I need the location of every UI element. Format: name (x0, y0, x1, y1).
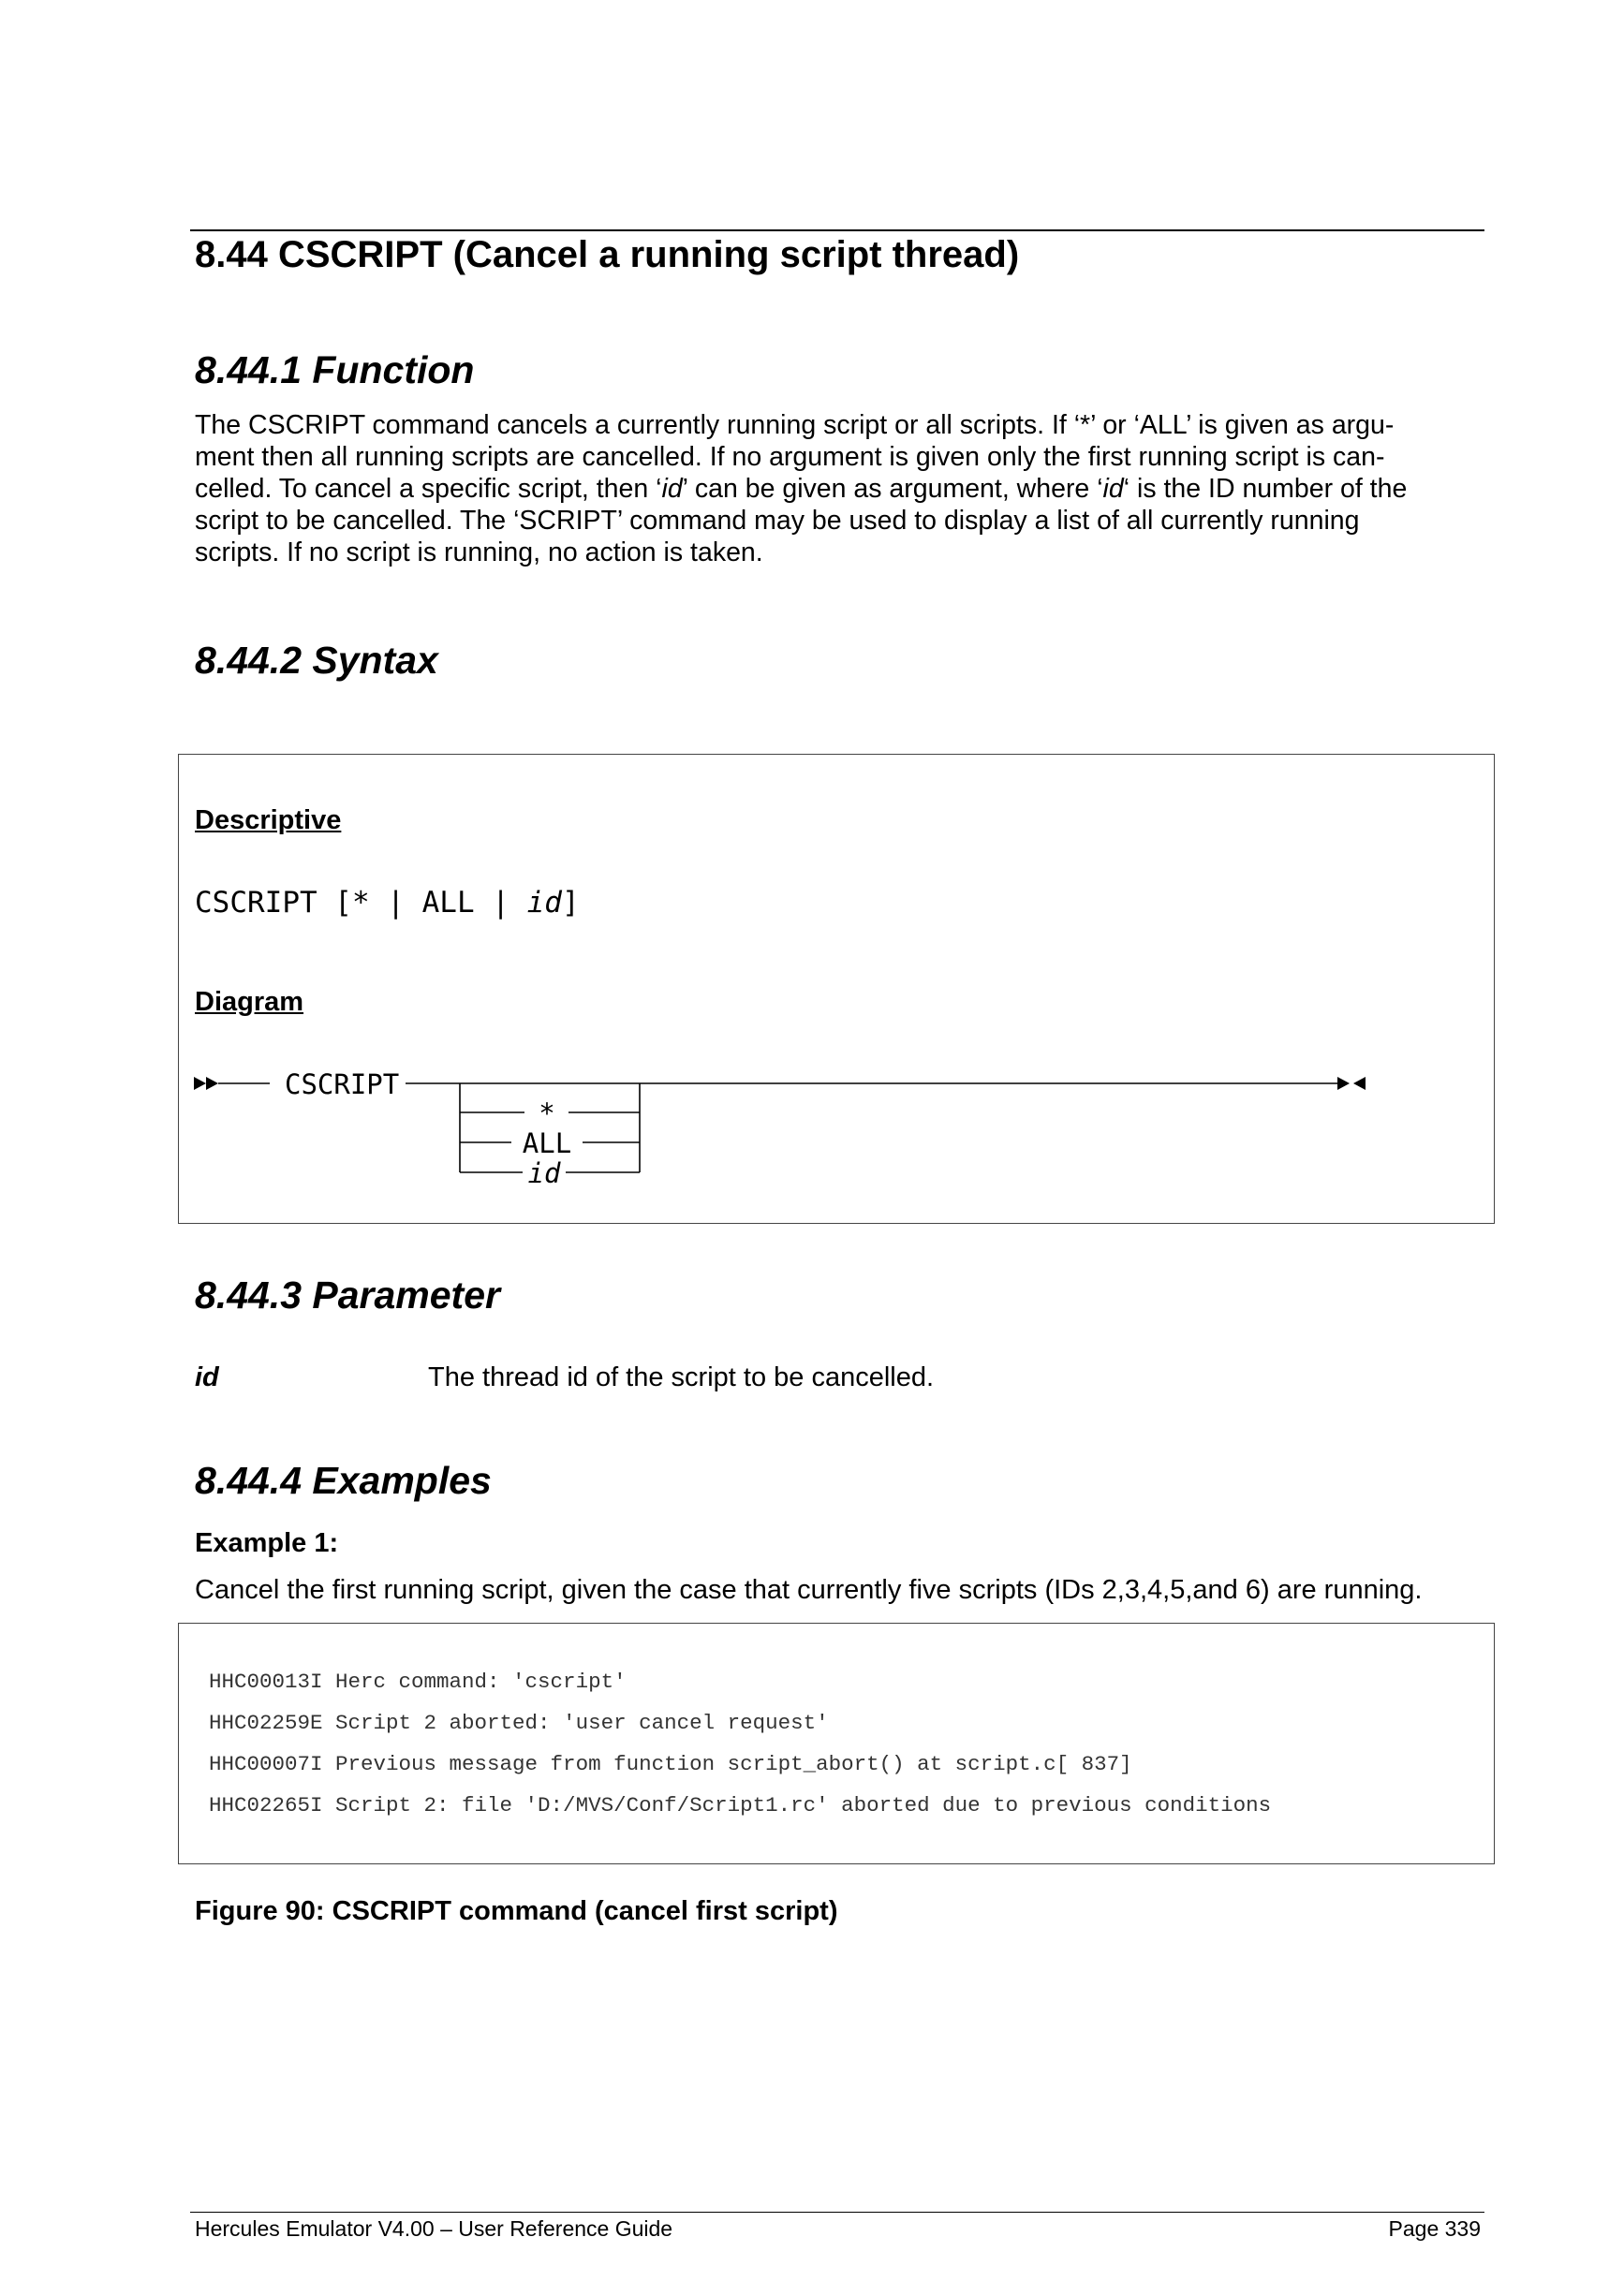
example-label: Example 1: (195, 1528, 339, 1558)
figure-caption: Figure 90: CSCRIPT command (cancel first script) (195, 1896, 838, 1926)
examples-heading: 8.44.4 Examples (195, 1459, 492, 1502)
function-line: scripts. If no script is running, no action is taken. (195, 537, 763, 567)
function-line: celled. To cancel a specific script, then ‘id’ can be given as argument, where ‘id‘ is the ID number of the (195, 474, 1408, 504)
diagram-option-all: ALL (522, 1127, 572, 1159)
footer-title: Hercules Emulator V4.00 – User Reference Guide (195, 2216, 673, 2241)
code-line: HHC02259E Script 2 aborted: 'user cancel request' (209, 1711, 829, 1735)
diagram-command: CSCRIPT (285, 1068, 400, 1100)
example-text: Cancel the first running script, given the case that currently five scripts (IDs 2,3,4,5,and 6) are running. (195, 1575, 1423, 1605)
footer-rule (190, 2212, 1484, 2213)
function-line: The CSCRIPT command cancels a currently running script or all scripts. If ‘*’ or ‘ALL’ is given as argu- (195, 410, 1395, 440)
end-arrow-icon (1353, 1077, 1366, 1090)
code-line: HHC00013I Herc command: 'cscript' (209, 1670, 627, 1694)
diagram-option-id: id (527, 1157, 561, 1189)
start-arrow-icon (194, 1077, 206, 1090)
diagram-option-star: * (539, 1097, 555, 1129)
parameter-description: The thread id of the script to be cancelled. (428, 1362, 935, 1392)
function-heading: 8.44.1 Function (195, 348, 475, 391)
footer-page-number: Page 339 (1388, 2216, 1481, 2241)
function-line: script to be cancelled. The ‘SCRIPT’ command may be used to display a list of all currently running (195, 506, 1360, 536)
code-box (178, 1623, 1495, 1864)
parameter-name: id (195, 1362, 219, 1392)
function-line: ment then all running scripts are cancelled. If no argument is given only the first running script is can- (195, 442, 1385, 472)
parameter-heading: 8.44.3 Parameter (195, 1273, 500, 1317)
end-arrow-icon (1337, 1077, 1350, 1090)
code-line: HHC00007I Previous message from function script_abort() at script.c[ 837] (209, 1752, 1132, 1776)
start-arrow-icon (206, 1077, 218, 1090)
descriptive-syntax: CSCRIPT [* | ALL | id] (195, 886, 580, 920)
code-line: HHC02265I Script 2: file 'D:/MVS/Conf/Script1.rc' aborted due to previous conditions (209, 1793, 1272, 1818)
diagram-label: Diagram (195, 987, 304, 1017)
syntax-heading: 8.44.2 Syntax (195, 639, 438, 682)
section-title: 8.44 CSCRIPT (Cancel a running script thread) (195, 234, 1020, 275)
descriptive-label: Descriptive (195, 805, 342, 835)
